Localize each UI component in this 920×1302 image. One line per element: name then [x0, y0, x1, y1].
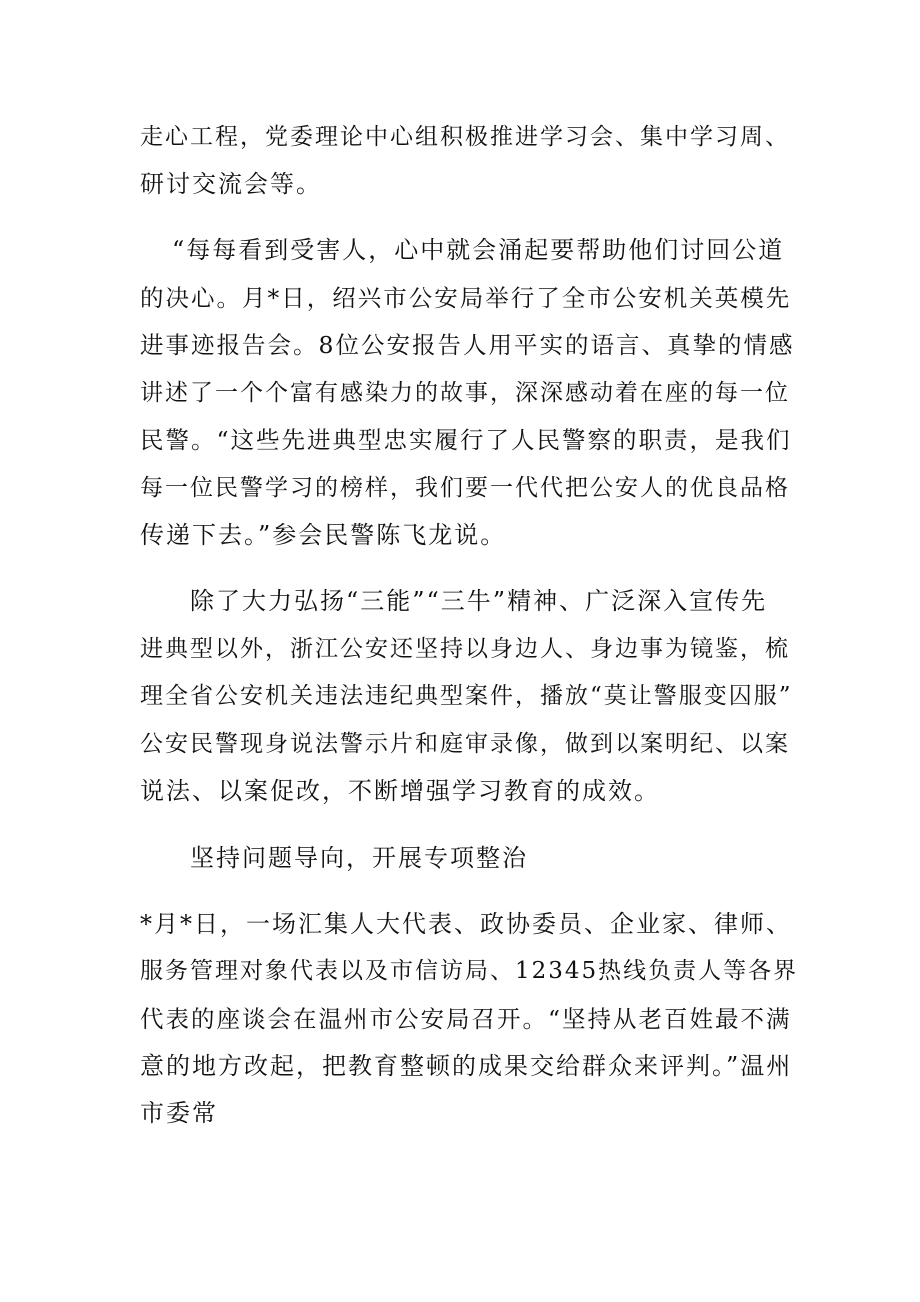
body-text-line: 说法、以案促改，不断增强学习教育的成效。 — [140, 777, 660, 805]
section-heading: 坚持问题导向，开展专项整治 — [190, 844, 528, 872]
body-text-line: 意的地方改起，把教育整顿的成果交给群众来评判。”温州 — [140, 1052, 793, 1080]
body-text-line: 理全省公安机关违法违纪典型案件，播放“莫让警服变囚服” — [140, 683, 793, 709]
body-text-line: 每一位民警学习的榜样，我们要一代代把公安人的优良品格 — [140, 475, 790, 501]
body-text-line: 市委常 — [140, 1099, 218, 1127]
body-text-line: 进典型以外，浙江公安还坚持以身边人、身边事为镜鉴，梳 — [140, 636, 790, 662]
body-text-line: 进事迹报告会。8位公安报告人用平实的语言、真挚的情感 — [140, 331, 795, 359]
body-text-line: 的决心。月*日，绍兴市公安局举行了全市公安机关英模先 — [140, 284, 792, 312]
body-text-line: 走心工程，党委理论中心组积极推进学习会、集中学习周、 — [140, 124, 790, 150]
body-text-line: “每每看到受害人，心中就会涌起要帮助他们讨回公道 — [172, 236, 785, 264]
body-text-line: 除了大力弘扬“三能”“三牛”精神、广泛深入宣传先 — [190, 587, 768, 615]
body-text-line: 民警。“这些先进典型忠实履行了人民警察的职责，是我们 — [140, 426, 792, 454]
body-text-line: 传递下去。”参会民警陈飞龙说。 — [140, 521, 507, 549]
body-text-line: 代表的座谈会在温州市公安局召开。“坚持从老百姓最不满 — [140, 1005, 792, 1033]
body-text-line: 研讨交流会等。 — [140, 170, 322, 198]
body-text-line: 公安民警现身说法警示片和庭审录像，做到以案明纪、以案 — [140, 731, 790, 757]
body-text-line: 服务管理对象代表以及市信访局、12345热线负责人等各界 — [140, 958, 799, 984]
body-text-line: 讲述了一个个富有感染力的故事，深深感动着在座的每一位 — [140, 380, 790, 406]
body-text-line: *月*日，一场汇集人大代表、政协委员、企业家、律师、 — [140, 910, 792, 938]
